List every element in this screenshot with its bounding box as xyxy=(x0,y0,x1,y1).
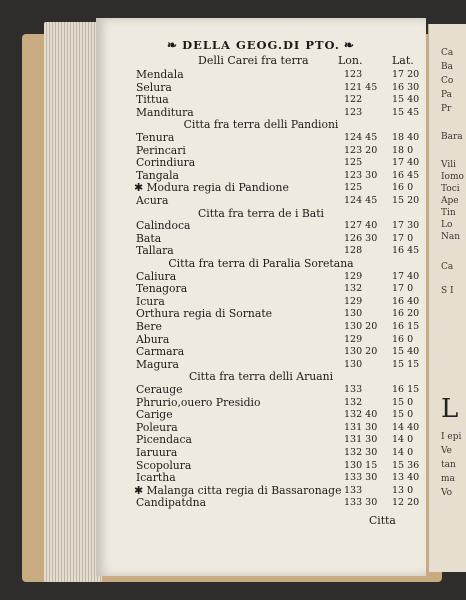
latitude-value: 16 0 xyxy=(392,182,414,194)
table-row xyxy=(96,484,426,497)
longitude-value: 130 20 xyxy=(344,346,378,358)
longitude-value: 126 30 xyxy=(344,232,378,244)
table-row xyxy=(96,459,426,472)
table-row xyxy=(96,169,426,182)
longitude-value: 123 xyxy=(344,69,363,80)
longitude-value: 132 xyxy=(344,283,363,295)
facing-page-fragment: Pa xyxy=(441,90,453,100)
latitude-value: 17 0 xyxy=(392,283,414,295)
table-row xyxy=(96,307,426,320)
latitude-value: 16 40 xyxy=(392,295,420,307)
table-title: Delli Carei fra terra xyxy=(198,54,309,67)
latitude-value: 18 40 xyxy=(392,132,420,143)
place-name: Icartha xyxy=(136,471,176,485)
table-row xyxy=(96,396,426,409)
table-row xyxy=(96,106,426,119)
table-row xyxy=(96,270,426,283)
table-row xyxy=(96,232,426,245)
section-heading: Citta fra terra delli Pandioni xyxy=(183,118,339,132)
facing-page-fragment: Ca xyxy=(441,262,454,272)
facing-page-fragment: Bara xyxy=(441,132,463,142)
latitude-value: 17 0 xyxy=(392,232,414,244)
facing-page-fragment: Pr xyxy=(441,104,452,114)
latitude-value: 15 45 xyxy=(392,106,420,118)
lat-header: Lat. xyxy=(392,54,414,67)
table-row xyxy=(96,68,426,81)
place-name: Acura xyxy=(136,194,169,207)
table-row xyxy=(96,219,426,232)
place-name: Tenura xyxy=(136,131,175,144)
table-row xyxy=(96,345,426,358)
place-name: Tenagora xyxy=(136,282,188,296)
longitude-value: 130 15 xyxy=(344,459,378,471)
place-name: Poleura xyxy=(136,420,178,434)
longitude-value: 124 45 xyxy=(344,195,378,206)
place-name: Bata xyxy=(136,231,162,245)
latitude-value: 15 0 xyxy=(392,409,414,421)
table-row xyxy=(96,81,426,94)
facing-page-fragment: ma xyxy=(441,474,455,484)
header-title: DELLA GEOG.DI PTO. xyxy=(182,38,340,52)
facing-page-fragment: I epi xyxy=(441,432,462,442)
latitude-value: 15 20 xyxy=(392,195,420,206)
place-name: Cerauge xyxy=(136,383,183,396)
latitude-value: 12 20 xyxy=(392,497,420,509)
table-row xyxy=(96,295,426,308)
facing-page-fragment: L xyxy=(441,394,459,424)
longitude-value: 129 xyxy=(344,295,363,307)
latitude-value: 17 40 xyxy=(392,157,420,169)
facing-page-fragment: Toci xyxy=(441,184,460,194)
place-name: Candipatdna xyxy=(136,496,207,510)
table-row xyxy=(96,358,426,371)
facing-page-fragment: Ve xyxy=(441,446,452,456)
place-name: Mendala xyxy=(136,68,184,81)
facing-page-fragment: Co xyxy=(441,76,454,86)
section-heading: Citta fra terra de i Bati xyxy=(198,206,324,220)
place-name: Selura xyxy=(136,80,172,94)
place-name: Bere xyxy=(136,320,162,333)
place-name: Manditura xyxy=(136,105,194,119)
place-name: Carige xyxy=(136,408,173,422)
longitude-value: 131 30 xyxy=(344,421,378,433)
longitude-value: 123 30 xyxy=(344,169,378,181)
table-row xyxy=(96,446,426,459)
place-name: Tallara xyxy=(136,244,174,258)
longitude-value: 127 40 xyxy=(344,220,378,232)
place-name: Tittua xyxy=(136,93,169,107)
latitude-value: 17 30 xyxy=(392,220,420,232)
place-name: Picendaca xyxy=(136,433,192,447)
longitude-value: 130 20 xyxy=(344,321,378,332)
place-name: Orthura regia di Sornate xyxy=(136,307,273,321)
latitude-value: 15 40 xyxy=(392,94,420,106)
table-row xyxy=(96,282,426,295)
place-name: Calindoca xyxy=(136,219,191,233)
longitude-value: 133 30 xyxy=(344,497,378,509)
section-heading: Citta fra terra delli Aruani xyxy=(188,370,334,384)
facing-page-fragment: Nan xyxy=(441,232,461,242)
latitude-value: 15 0 xyxy=(392,396,414,408)
latitude-value: 16 0 xyxy=(392,333,414,345)
latitude-value: 14 40 xyxy=(392,421,420,433)
place-name: Corindiura xyxy=(136,156,196,170)
latitude-value: 16 15 xyxy=(392,384,420,395)
latitude-value: 14 0 xyxy=(392,447,414,458)
longitude-value: 132 30 xyxy=(344,447,378,458)
place-name: ✱ Malanga citta regia di Bassaronage xyxy=(134,483,342,497)
table-row xyxy=(96,496,426,509)
place-name: Iaruura xyxy=(136,446,178,459)
latitude-value: 18 0 xyxy=(392,144,414,156)
lon-header: Lon. xyxy=(338,54,363,67)
place-name: Carmara xyxy=(136,345,185,359)
facing-page-fragment: S I xyxy=(441,286,454,296)
table-row xyxy=(96,181,426,194)
longitude-value: 122 xyxy=(344,94,363,106)
table-row xyxy=(96,408,426,421)
latitude-value: 16 45 xyxy=(392,169,420,181)
place-name: Caliura xyxy=(136,269,177,283)
table-row xyxy=(96,320,426,333)
longitude-value: 133 xyxy=(344,384,363,395)
longitude-value: 130 xyxy=(344,358,363,370)
place-name: Phrurio,ouero Presidio xyxy=(136,395,261,409)
place-name: Perincari xyxy=(136,143,186,157)
longitude-value: 129 xyxy=(344,333,363,345)
fleuron-right-icon: ❧ xyxy=(343,38,355,52)
facing-page-fragment: Iomo xyxy=(441,172,464,182)
longitude-value: 128 xyxy=(344,245,363,257)
place-name: Icura xyxy=(136,294,165,308)
place-name: Abura xyxy=(136,332,170,346)
longitude-value: 132 40 xyxy=(344,409,378,421)
facing-page-fragment: Vo xyxy=(441,488,453,498)
longitude-value: 121 45 xyxy=(344,81,378,93)
table-row xyxy=(96,144,426,157)
latitude-value: 13 0 xyxy=(392,484,414,496)
table-row xyxy=(96,471,426,484)
place-name: Scopolura xyxy=(136,458,192,472)
facing-page-fragment: Tin xyxy=(441,208,456,218)
fleuron-left-icon: ❧ xyxy=(167,38,179,52)
longitude-value: 125 xyxy=(344,182,363,194)
longitude-value: 130 xyxy=(344,308,363,320)
latitude-value: 17 40 xyxy=(392,270,420,282)
latitude-value: 14 0 xyxy=(392,434,414,446)
longitude-value: 131 30 xyxy=(344,434,378,446)
facing-page-fragment: Ba xyxy=(441,62,453,72)
longitude-value: 133 30 xyxy=(344,472,378,484)
table-row xyxy=(96,421,426,434)
latitude-value: 17 20 xyxy=(392,69,420,80)
latitude-value: 15 40 xyxy=(392,346,420,358)
facing-page-fragment: Lo xyxy=(441,220,453,230)
place-name: ✱ Modura regia di Pandione xyxy=(134,181,289,195)
catchword: Citta xyxy=(369,514,396,527)
longitude-value: 125 xyxy=(344,157,363,169)
longitude-value: 124 45 xyxy=(344,132,378,143)
latitude-value: 15 15 xyxy=(392,358,420,370)
table-row xyxy=(96,333,426,346)
section-heading: Citta fra terra di Paralia Soretana xyxy=(168,257,354,270)
table-row xyxy=(96,156,426,169)
latitude-value: 13 40 xyxy=(392,472,420,484)
facing-page xyxy=(428,24,466,572)
longitude-value: 123 20 xyxy=(344,144,378,156)
latitude-value: 16 30 xyxy=(392,81,420,93)
table-row xyxy=(96,194,426,207)
latitude-value: 16 20 xyxy=(392,308,420,320)
longitude-value: 133 xyxy=(344,484,363,496)
table-row xyxy=(96,383,426,396)
longitude-value: 129 xyxy=(344,270,363,282)
facing-page-fragment: Vili xyxy=(441,160,456,170)
table-row xyxy=(96,433,426,446)
facing-page-fragment: tan xyxy=(441,460,456,470)
table-row xyxy=(96,244,426,257)
longitude-value: 132 xyxy=(344,396,363,408)
table-row xyxy=(96,131,426,144)
place-name: Magura xyxy=(136,357,179,371)
latitude-value: 16 45 xyxy=(392,245,420,257)
facing-page-fragment: Ape xyxy=(441,196,459,206)
latitude-value: 15 36 xyxy=(392,459,420,471)
latitude-value: 16 15 xyxy=(392,321,420,332)
page-edges xyxy=(44,22,102,582)
place-name: Tangala xyxy=(136,168,179,182)
table-row xyxy=(96,93,426,106)
longitude-value: 123 xyxy=(344,106,363,118)
running-header xyxy=(96,38,426,52)
facing-page-fragment: Ca xyxy=(441,48,454,58)
